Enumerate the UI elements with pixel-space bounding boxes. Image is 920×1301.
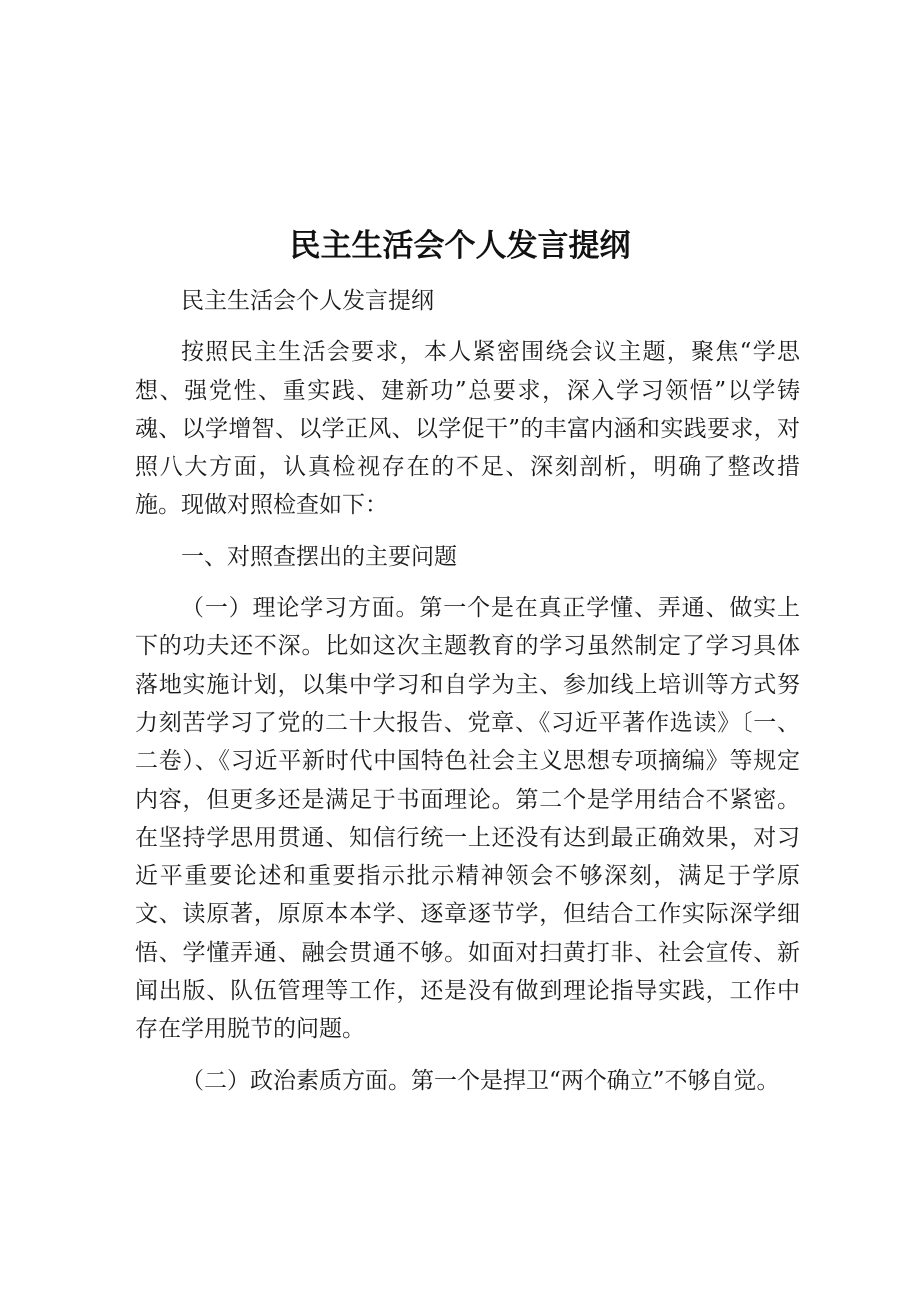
section-heading-1: 一、对照查摆出的主要问题 xyxy=(181,543,457,570)
paragraph-political-quality: （二）政治素质方面。第一个是捍卫“两个确立”不够自觉。 xyxy=(181,1067,780,1094)
document-body xyxy=(135,282,800,1113)
document-title: 民主生活会个人发言提纲 xyxy=(289,228,631,264)
paragraph-theory-study: （一）理论学习方面。第一个是在真正学懂、弄通、做实上下的功夫还不深。比如这次主题教育的学习虽然制定了学习具体落地实施计划，以集中学习和自学为主、参加线上培训等方式努力刻苦学习了党的二十大报告、党章、《习近平著作选读》〔一、二卷）、《习近平新时代中国特色社会主义思想专项摘编》等规定内容，但更多还是满足于书面理论。第二个是学用结合不紧密。在坚持学思用贯通、知信行统一上还没有达到最正确效果，对习近平重要论述和重要指示批示精神领会不够深刻，满足于学原文、读原著，原原本本学、逐章逐节学，但结合工作实际深学细悟、学懂弄通、融会贯通不够。如面对扫黄打非、社会宣传、新闻出版、队伍管理等工作，还是没有做到理论指导实践，工作中存在学用脱节的问题。 xyxy=(135,595,800,1043)
document-subtitle: 民主生活会个人发言提纲 xyxy=(181,288,434,314)
paragraph-intro: 按照民主生活会要求，本人紧密围绕会议主题，聚焦“学思想、强党性、重实践、建新功”总要求，深入学习领悟”以学铸魂、以学增智、以学正风、以学促干”的丰富内涵和实践要求，对照八大方面，认真检视存在的不足、深刻剖析，明确了整改措施。现做对照检查如下： xyxy=(135,339,800,519)
